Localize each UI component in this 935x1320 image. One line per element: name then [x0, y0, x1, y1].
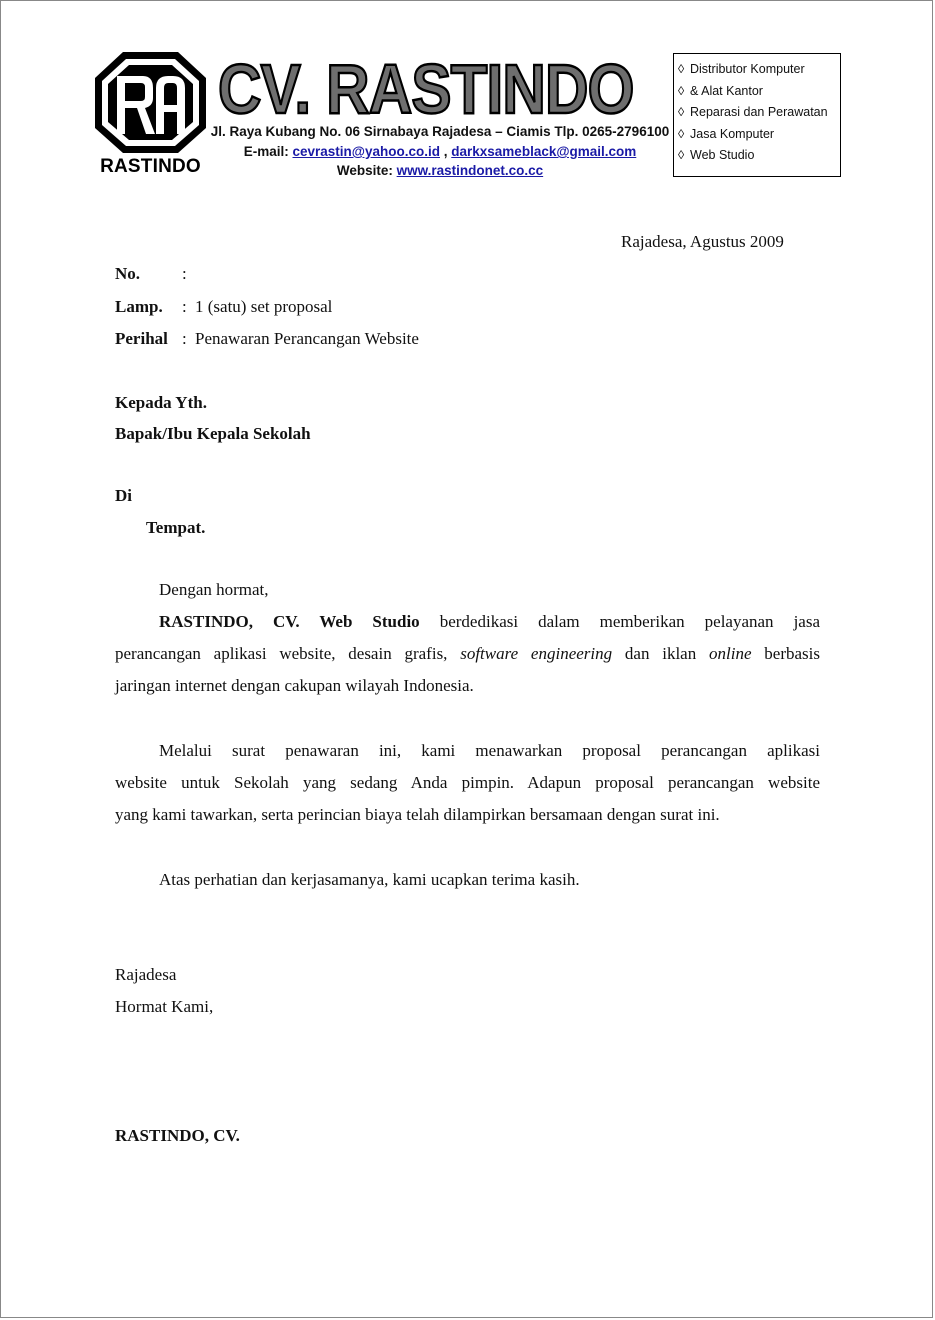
recipient-tempat: Tempat.: [146, 518, 206, 537]
service-item: ◊ Web Studio: [678, 148, 755, 162]
company-bold: RASTINDO, CV. Web Studio: [159, 612, 420, 631]
service-item: ◊ Distributor Komputer: [678, 62, 805, 76]
meta-lamp-label: Lamp.: [115, 297, 163, 316]
paragraph-3: Atas perhatian dan kerjasamanya, kami ucapkan terima kasih.: [159, 870, 580, 889]
diamond-bullet-icon: ◊: [678, 105, 685, 119]
meta-perihal-value: Penawaran Perancangan Website: [195, 329, 419, 348]
letter-date: Rajadesa, Agustus 2009: [621, 232, 784, 251]
meta-colon: :: [182, 264, 187, 283]
service-item: ◊ Reparasi dan Perawatan: [678, 105, 828, 119]
service-item: ◊ & Alat Kantor: [678, 83, 763, 98]
company-logo: [93, 50, 208, 180]
diamond-bullet-icon: ◊: [678, 126, 685, 141]
paragraph-2: [115, 735, 820, 831]
paragraph-1-line-3: jaringan internet dengan cakupan wilayah Indonesia.: [115, 676, 474, 695]
paragraph-1-line-1: RASTINDO, CV. Web Studio berdedikasi dalam memberikan pelayanan jasa: [159, 612, 821, 631]
recipient-line-1: Kepada Yth.: [115, 393, 207, 412]
recipient-line-2: Bapak/Ibu Kepala Sekolah: [115, 424, 311, 443]
diamond-bullet-icon: ◊: [678, 62, 685, 76]
company-address: Jl. Raya Kubang No. 06 Sirnabaya Rajadesa – Ciamis Tlp. 0265-2796100: [210, 124, 670, 139]
email-link-1[interactable]: cevrastin@yahoo.co.id: [292, 144, 440, 159]
paragraph-1: [115, 606, 820, 702]
service-item: ◊ Jasa Komputer: [678, 126, 775, 141]
email-label: E-mail:: [243, 144, 289, 159]
company-name: CV. RASTINDO: [218, 50, 634, 128]
paragraph-2-line-2: website untuk Sekolah yang sedang Anda pimpin. Adapun proposal perancangan website: [115, 773, 820, 792]
diamond-bullet-icon: ◊: [678, 148, 685, 162]
website-label: Website:: [336, 163, 393, 178]
meta-no-label: No.: [115, 264, 141, 283]
logo-caption: RASTINDO: [100, 156, 201, 177]
email-link-2[interactable]: darkxsameblack@gmail.com: [451, 144, 637, 159]
paragraph-2-line-1: Melalui surat penawaran ini, kami menawarkan proposal perancangan aplikasi: [159, 741, 820, 760]
meta-perihal-label: Perihal: [115, 329, 168, 348]
recipient-di: Di: [115, 486, 132, 505]
email-separator: ,: [443, 144, 448, 159]
salutation: Dengan hormat,: [159, 580, 269, 599]
diamond-bullet-icon: ◊: [678, 83, 685, 98]
meta-lamp-value: 1 (satu) set proposal: [195, 297, 333, 316]
services-box: [673, 53, 841, 177]
website-line: [210, 163, 670, 178]
closing: Hormat Kami,: [115, 997, 214, 1016]
signature: RASTINDO, CV.: [115, 1126, 240, 1145]
email-line: [210, 144, 670, 159]
meta-colon: :: [182, 329, 187, 348]
ra-octagon-icon: [93, 50, 208, 155]
paragraph-1-line-2: perancangan aplikasi website, desain grafis, software engineering dan iklan online berbasis: [115, 644, 820, 663]
meta-colon: :: [182, 297, 187, 316]
website-link[interactable]: www.rastindonet.co.cc: [396, 163, 544, 178]
paragraph-2-line-3: yang kami tawarkan, serta perincian biaya telah dilampirkan bersamaan dengan surat ini.: [115, 805, 720, 824]
closing-place: Rajadesa: [115, 965, 177, 984]
